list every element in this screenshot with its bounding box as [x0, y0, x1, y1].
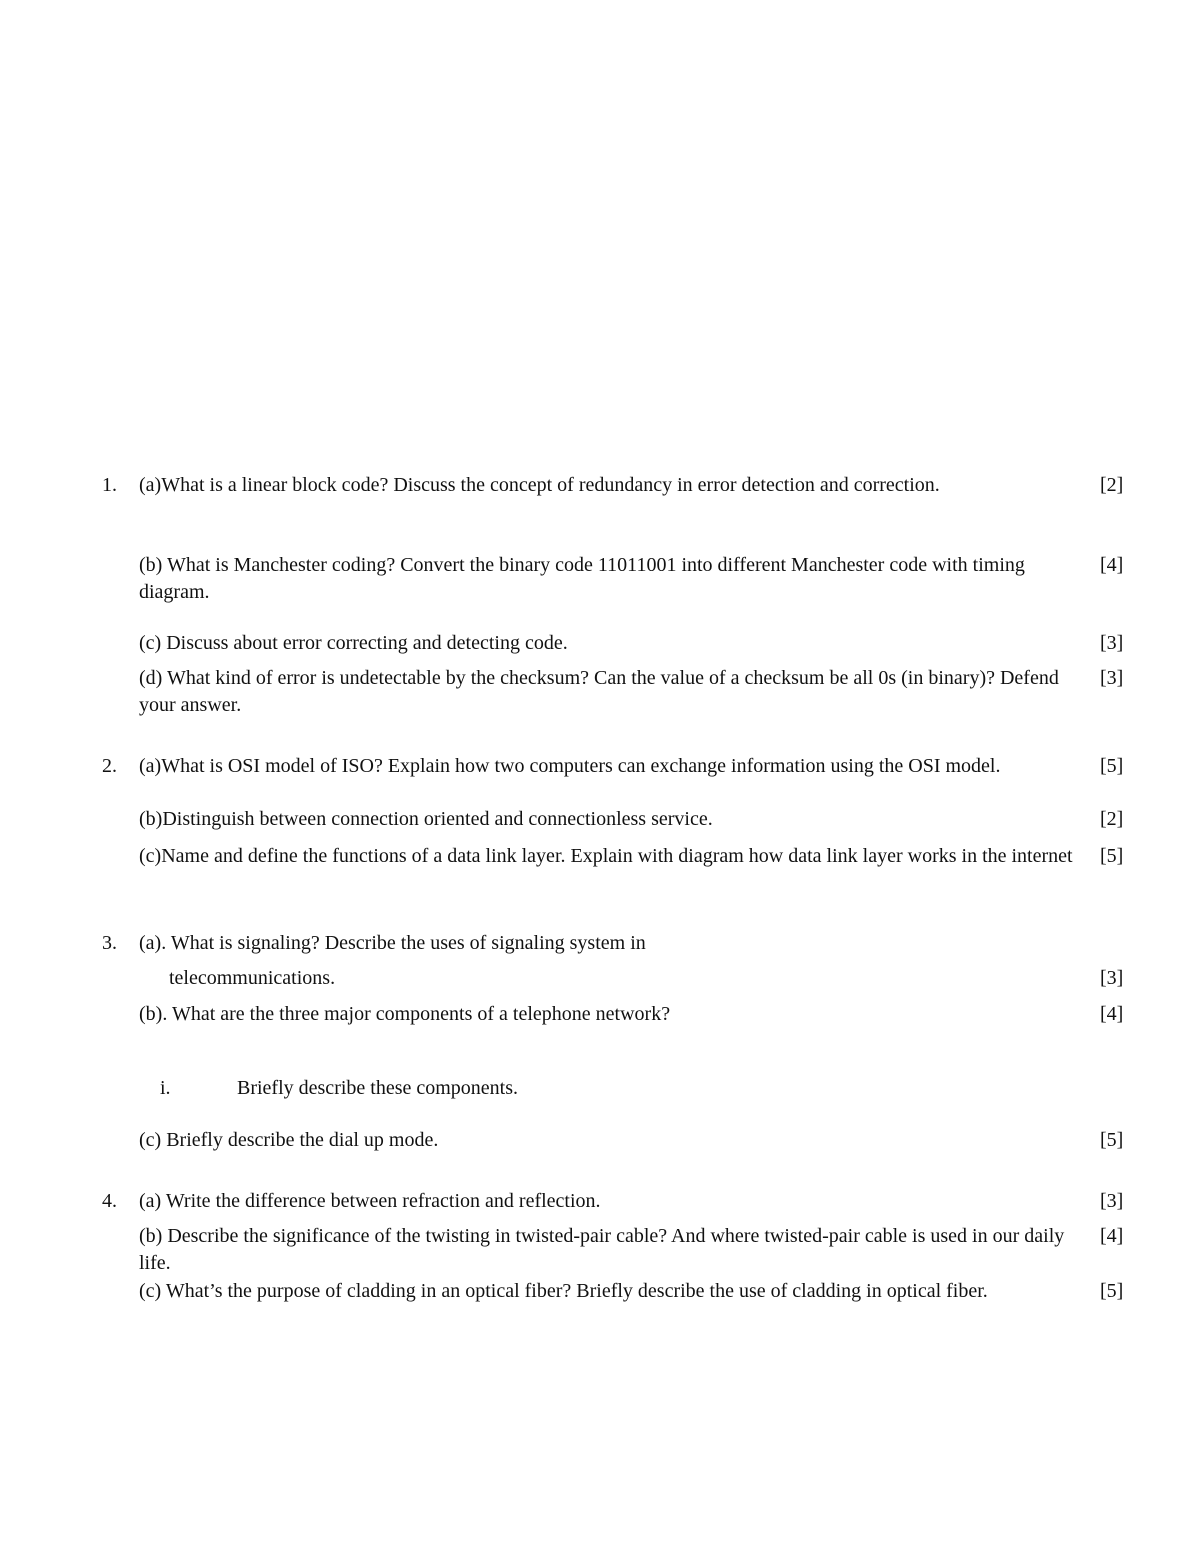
question-marks: [4]: [1100, 1003, 1124, 1025]
question-part-text: (d) What kind of error is undetectable by the checksum? Can the value of a checksum be all 0s (in binary)? Defend your answer.: [139, 667, 1059, 716]
subpoint-numeral: i.: [160, 1077, 171, 1099]
question-part-text: (c) What’s the purpose of cladding in an optical fiber? Briefly describe the use of cladding in optical fiber.: [139, 1280, 988, 1302]
question-marks: [4]: [1100, 1225, 1124, 1247]
question-part-text: (a) Write the difference between refraction and reflection.: [139, 1190, 601, 1212]
question-part-text-continued: telecommunications.: [169, 967, 336, 989]
question-marks: [5]: [1100, 1280, 1124, 1302]
question-part-text: (b) What is Manchester coding? Convert the binary code 11011001 into different Manchester code with timing diagram.: [139, 554, 1025, 603]
question-marks: [5]: [1100, 1129, 1124, 1151]
question-part-text: (a)What is OSI model of ISO? Explain how two computers can exchange information using the OSI model.: [139, 755, 1001, 777]
question-marks: [5]: [1100, 755, 1124, 777]
question-number: 2.: [102, 755, 117, 777]
question-number: 1.: [102, 474, 117, 496]
question-part-text: (c) Discuss about error correcting and detecting code.: [139, 632, 568, 654]
question-number: 4.: [102, 1190, 117, 1212]
question-part-text: (b). What are the three major components of a telephone network?: [139, 1003, 671, 1025]
question-part-text: (a)What is a linear block code? Discuss the concept of redundancy in error detection and correction.: [139, 474, 940, 496]
question-part-text: (b)Distinguish between connection oriented and connectionless service.: [139, 808, 713, 830]
question-marks: [3]: [1100, 632, 1124, 654]
question-marks: [5]: [1100, 845, 1124, 867]
question-part-text: (a). What is signaling? Describe the uses of signaling system in: [139, 932, 646, 954]
question-marks: [3]: [1100, 967, 1124, 989]
question-marks: [2]: [1100, 808, 1124, 830]
question-marks: [3]: [1100, 667, 1124, 689]
subpoint-text: Briefly describe these components.: [237, 1077, 519, 1099]
question-marks: [2]: [1100, 474, 1124, 496]
question-part-text: (c) Briefly describe the dial up mode.: [139, 1129, 439, 1151]
question-marks: [3]: [1100, 1190, 1124, 1212]
question-marks: [4]: [1100, 554, 1124, 576]
question-part-text: (b) Describe the significance of the twisting in twisted-pair cable? And where twisted-pair cable is used in our daily life.: [139, 1225, 1065, 1274]
question-number: 3.: [102, 932, 117, 954]
question-part-text: (c)Name and define the functions of a data link layer. Explain with diagram how data link layer works in the internet: [139, 845, 1073, 867]
